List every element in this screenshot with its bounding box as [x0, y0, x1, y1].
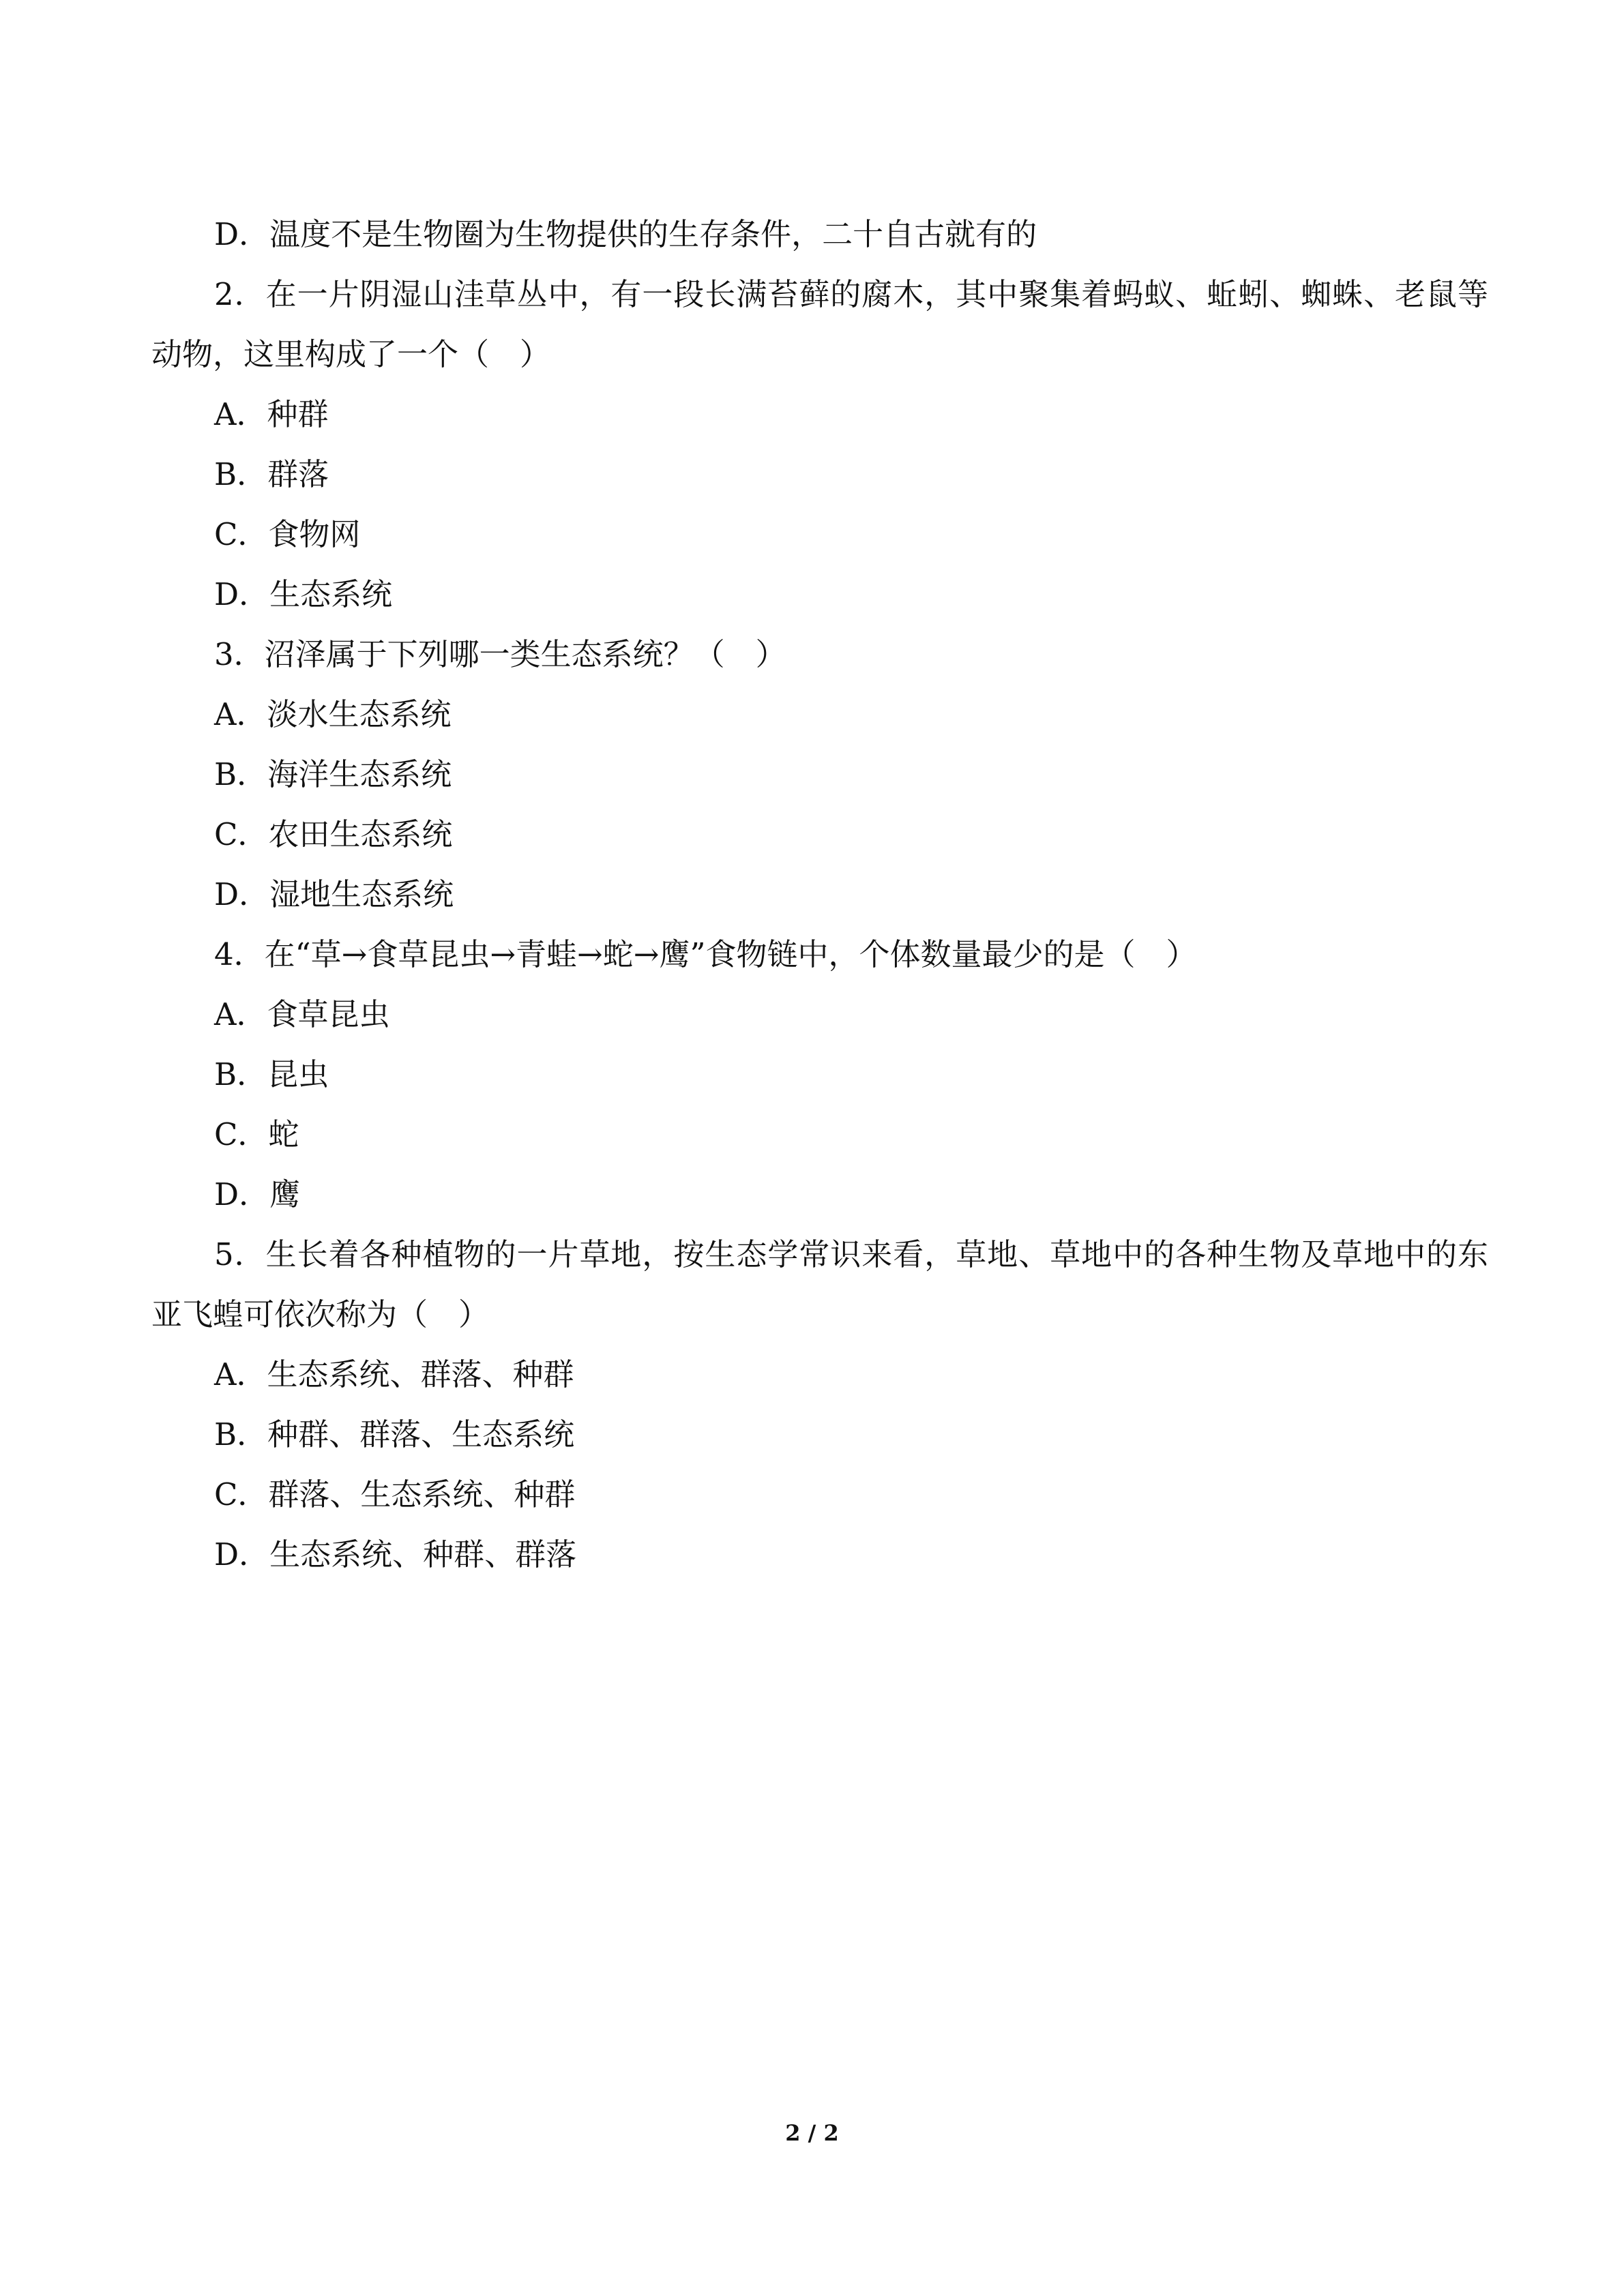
question-4-option-c: C．蛇 [214, 1116, 299, 1152]
question-2-option-c: C．食物网 [214, 516, 361, 552]
question-content [151, 205, 1488, 1585]
question-5-option-b: B．种群、群落、生态系统 [214, 1416, 575, 1452]
question-2-option-a: A．种群 [214, 396, 329, 432]
question-5-option-a: A．生态系统、群落、种群 [214, 1356, 574, 1392]
question-2-stem: 2．在一片阴湿山洼草丛中，有一段长满苔藓的腐木，其中聚集着蚂蚁、蚯蚓、蜘蛛、老鼠等动物，这里构成了一个（ ） [151, 276, 1488, 372]
question-4-option-a: A．食草昆虫 [214, 996, 390, 1032]
question-3-option-c: C．农田生态系统 [214, 816, 453, 852]
preceding-option: D．温度不是生物圈为生物提供的生存条件，二十自古就有的 [214, 216, 1037, 252]
question-3-option-a: A．淡水生态系统 [214, 696, 452, 732]
question-4-option-d: D．鹰 [214, 1176, 301, 1212]
question-3-option-b: B．海洋生态系统 [214, 756, 452, 792]
question-5-stem: 5．生长着各种植物的一片草地，按生态学常识来看，草地、草地中的各种生物及草地中的东亚飞蝗可依次称为（ ） [151, 1236, 1488, 1332]
question-4-stem: 4．在“草→食草昆虫→青蛙→蛇→鹰”食物链中，个体数量最少的是（ ） [214, 936, 1197, 972]
question-3-stem: 3．沼泽属于下列哪一类生态系统？（ ） [214, 636, 786, 672]
question-2-option-d: D．生态系统 [214, 576, 393, 612]
question-3-option-d: D．湿地生态系统 [214, 876, 454, 912]
page-number: 2 / 2 [785, 2120, 839, 2146]
question-2-option-b: B．群落 [214, 456, 329, 492]
question-4-option-b: B．昆虫 [214, 1056, 329, 1092]
question-5-option-c: C．群落、生态系统、种群 [214, 1476, 576, 1512]
question-5-option-d: D．生态系统、种群、群落 [214, 1536, 577, 1572]
